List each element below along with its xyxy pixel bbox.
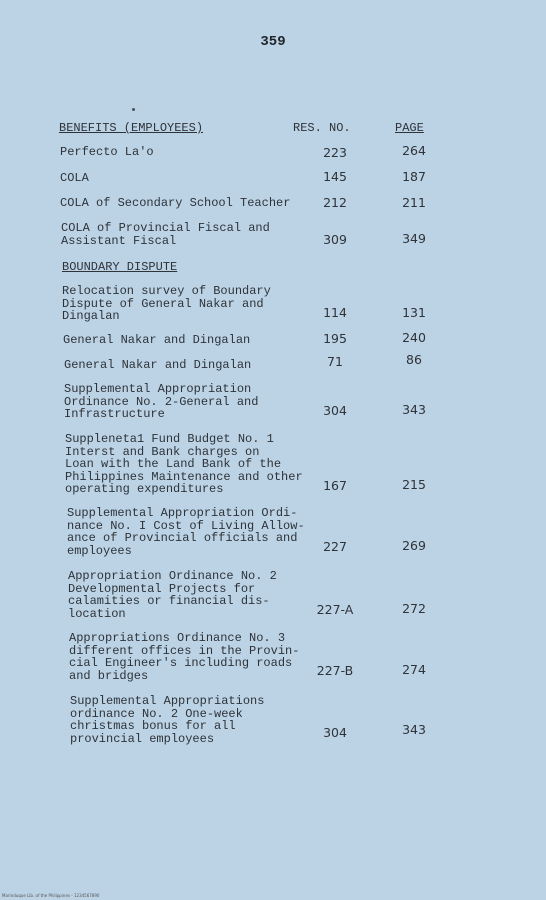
entry-page: 264 <box>402 143 426 158</box>
section-title-boundary-dispute: BOUNDARY DISPUTE <box>62 260 178 274</box>
entry-res-no: 114 <box>323 305 347 320</box>
entry-title: COLA <box>60 171 89 185</box>
stray-mark <box>132 108 135 111</box>
entry-title: General Nakar and Dingalan <box>64 358 252 372</box>
entry-page: 215 <box>402 477 426 492</box>
entry-page: 240 <box>402 330 426 345</box>
entry-title: COLA of Secondary School Teacher <box>60 196 291 210</box>
entry-page: 131 <box>402 305 426 320</box>
entry-page: 274 <box>402 662 426 677</box>
column-header-page: PAGE <box>395 121 424 135</box>
entry-res-no: 223 <box>323 145 347 160</box>
entry-page: 272 <box>402 601 426 616</box>
entry-page: 211 <box>402 195 426 210</box>
page-number: 359 <box>260 34 286 50</box>
entry-title: Appropriation Ordinance No. 2 Developmental Projects for calamities or financial dis- location <box>68 569 277 621</box>
entry-title: Supplemental Appropriations ordinance No. 2 One-week christmas bonus for all provincial employees <box>70 694 265 746</box>
column-header-res-no: RES. NO. <box>293 121 351 135</box>
entry-res-no: 212 <box>323 195 347 210</box>
entry-res-no: 227-B <box>316 663 354 678</box>
entry-res-no: 167 <box>323 478 347 493</box>
entry-page: 187 <box>402 169 426 184</box>
section-title-benefits: BENEFITS (EMPLOYEES) <box>59 121 204 135</box>
entry-title: COLA of Provincial Fiscal and Assistant Fiscal <box>61 221 270 248</box>
entry-res-no: 304 <box>323 725 347 740</box>
entry-title: Supplemental Appropriation Ordinance No. 2-General and Infrastructure <box>64 382 259 421</box>
entry-res-no: 227 <box>323 539 347 554</box>
entry-res-no: 227-A <box>316 602 354 617</box>
entry-res-no: 309 <box>323 232 347 247</box>
entry-page: 343 <box>402 402 426 417</box>
entry-res-no: 195 <box>323 331 347 346</box>
entry-page: 343 <box>402 722 426 737</box>
entry-title: Appropriations Ordinance No. 3 different offices in the Provin- cial Engineer's including roads and bridges <box>69 631 300 683</box>
footer-note: Marinduque Lib. of the Philippines - 1234567890 <box>2 893 100 898</box>
entry-res-no: 71 <box>327 354 343 369</box>
entry-title: Supplemental Appropriation Ordi- nance No. I Cost of Living Allow- ance of Provincial officials and employees <box>67 506 305 558</box>
entry-title: Suppleneta1 Fund Budget No. 1 Interst and Bank charges on Loan with the Land Bank of the Philippines Maintenance and other operating expenditures <box>65 432 303 496</box>
entry-title: General Nakar and Dingalan <box>63 333 251 347</box>
entry-res-no: 145 <box>323 169 347 184</box>
entry-page: 269 <box>402 538 426 553</box>
entry-title: Perfecto La'o <box>60 145 154 159</box>
entry-page: 349 <box>402 231 426 246</box>
entry-res-no: 304 <box>323 403 347 418</box>
entry-page: 86 <box>406 352 422 367</box>
entry-title: Relocation survey of Boundary Dispute of General Nakar and Dingalan <box>62 284 271 323</box>
